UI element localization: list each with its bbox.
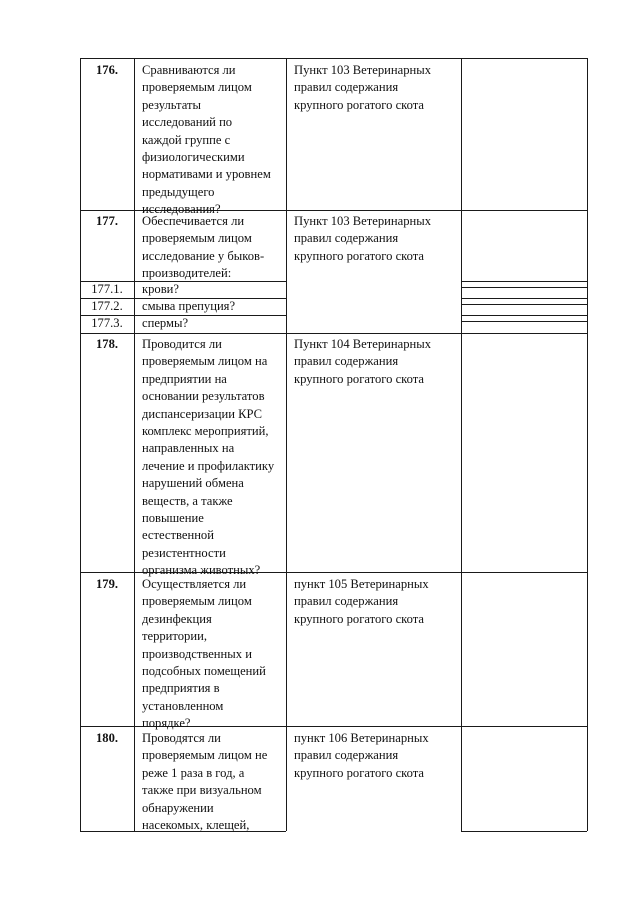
- table-bottom-border: [461, 831, 587, 832]
- item-number: 177.: [95, 214, 119, 228]
- subitem-number: 177.3.: [91, 316, 123, 330]
- item-reference: пункт 105 Ветеринарных правил содержания крупного рогатого скота: [294, 577, 429, 626]
- item-question: Сравниваются ли проверяемым лицом результаты исследований по каждой группе с физиологическими нормативами и уровнем предыдущего исследования?: [142, 63, 271, 217]
- subitem-number: 177.2.: [91, 299, 123, 313]
- row-divider: [461, 287, 587, 288]
- row-divider: [461, 315, 587, 316]
- subitem-question: смыва препуция?: [142, 299, 236, 313]
- item-question: Обеспечивается ли проверяемым лицом исследование у быков- производителей:: [142, 214, 265, 281]
- item-reference: Пункт 104 Ветеринарных правил содержания крупного рогатого скота: [294, 337, 432, 386]
- subitem-number: 177.1.: [91, 282, 123, 296]
- item-number: 180.: [95, 731, 119, 745]
- table-left-border: [80, 58, 81, 831]
- item-reference: Пункт 103 Ветеринарных правил содержания крупного рогатого скота: [294, 214, 432, 263]
- item-number: 176.: [95, 63, 119, 77]
- item-question: Проводятся ли проверяемым лицом не реже 1 раза в год, а также при визуальном обнаружении насекомых, клещей,: [142, 731, 268, 833]
- column-divider: [286, 58, 287, 831]
- column-divider: [134, 58, 135, 831]
- subitem-question: спермы?: [142, 316, 189, 330]
- subitem-question: крови?: [142, 282, 179, 296]
- table-top-border: [80, 58, 587, 59]
- item-number: 179.: [95, 577, 119, 591]
- row-divider: [461, 298, 587, 299]
- item-number: 178.: [95, 337, 119, 351]
- item-question: Проводится ли проверяемым лицом на предприятии на основании результатов диспансеризации КРС комплекс мероприятий, направленных на лечение и профилактику нарушений обмена веществ, а также повышение естественной резистентности организма животных?: [142, 337, 275, 578]
- item-question: Осуществляется ли проверяемым лицом дезинфекция территории, производственных и подсобных помещений предприятия в установленном порядке?: [142, 577, 266, 731]
- row-divider: [80, 333, 587, 334]
- item-reference: пункт 106 Ветеринарных правил содержания крупного рогатого скота: [294, 731, 429, 780]
- row-divider: [461, 321, 587, 322]
- row-divider: [461, 281, 587, 282]
- item-reference: Пункт 103 Ветеринарных правил содержания крупного рогатого скота: [294, 63, 432, 112]
- row-divider: [461, 304, 587, 305]
- column-divider: [461, 58, 462, 831]
- table-right-border: [587, 58, 588, 831]
